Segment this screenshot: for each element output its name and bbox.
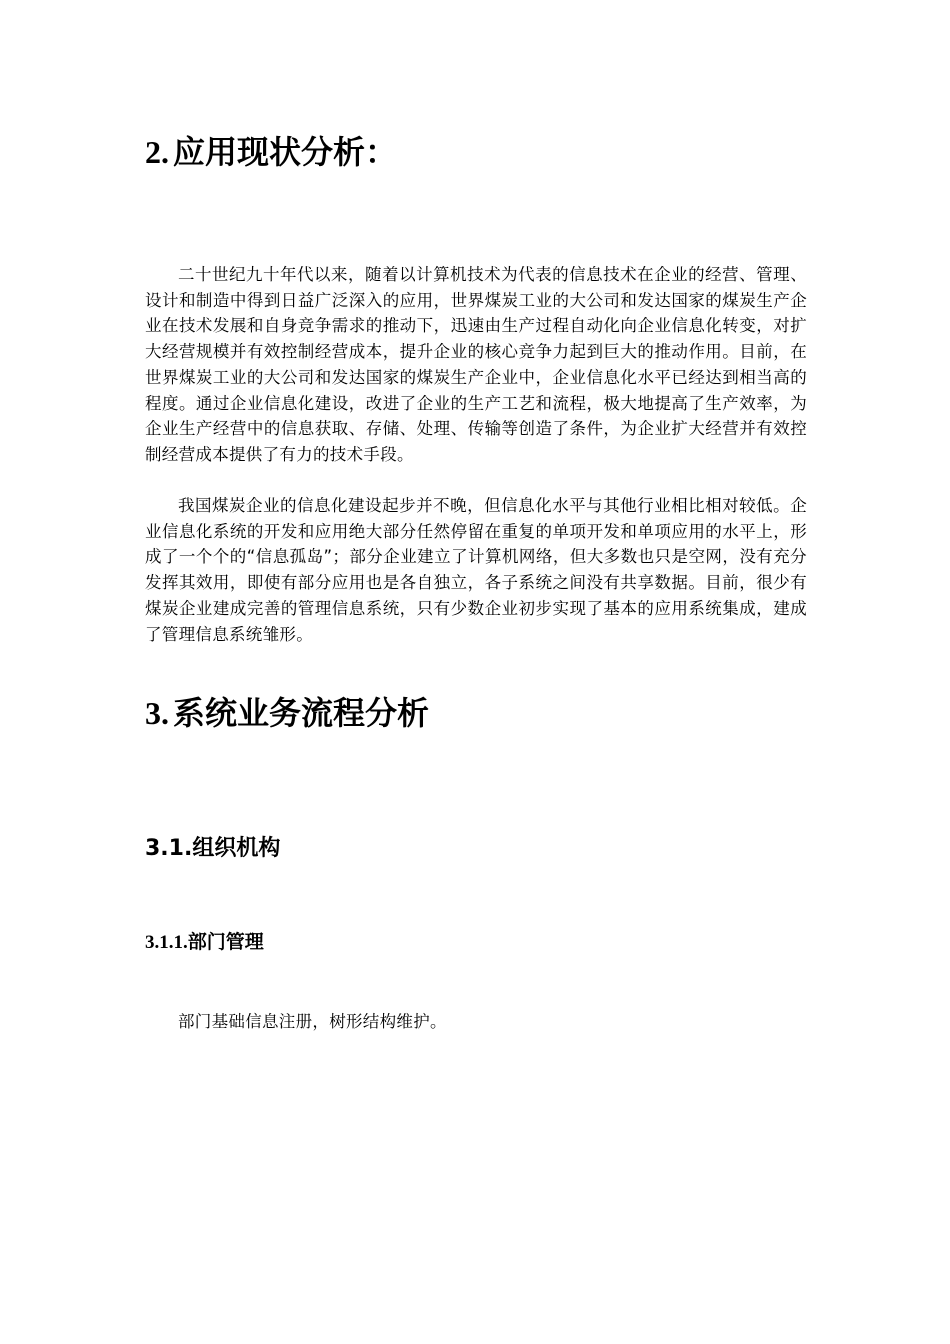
- section-3-title: 系统业务流程分析: [173, 694, 430, 732]
- section-2-paragraph-2: 我国煤炭企业的信息化建设起步并不晚，但信息化水平与其他行业相比相对较低。企业信息化系统的开发和应用绝大部分任然停留在重复的单项开发和单项应用的水平上，形成了一个个的“信息孤岛”；部分企业建立了计算机网络，但大多数也只是空网，没有充分发挥其效用，即使有部分应用也是各自独立，各子系统之间没有共享数据。目前，很少有煤炭企业建成完善的管理信息系统，只有少数企业初步实现了基本的应用系统集成，建成了管理信息系统雏形。: [145, 496, 807, 644]
- section-3-number: 3.: [145, 695, 169, 731]
- section-3-1-1-title: 部门管理: [187, 931, 264, 953]
- section-2-paragraph-1: 二十世纪九十年代以来，随着以计算机技术为代表的信息技术在企业的经营、管理、设计和制造中得到日益广泛深入的应用，世界煤炭工业的大公司和发达国家的煤炭生产企业在技术发展和自身竞争需求的推动下，迅速由生产过程自动化向企业信息化转变，对扩大经营规模并有效控制经营成本，提升企业的核心竞争力起到巨大的推动作用。目前，在世界煤炭工业的大公司和发达国家的煤炭生产企业中，企业信息化水平已经达到相当高的程度。通过企业信息化建设，改进了企业的生产工艺和流程，极大地提高了生产效率，为企业生产经营中的信息获取、存储、处理、传输等创造了条件，为企业扩大经营并有效控制经营成本提供了有力的技术手段。: [145, 265, 807, 464]
- section-2-title: 应用现状分析：: [173, 133, 398, 171]
- section-2-heading: [145, 132, 397, 172]
- section-3-heading: [145, 693, 429, 733]
- section-3-1-1-heading: [145, 929, 264, 956]
- section-3-1-heading: 3.1.组织机构: [145, 836, 281, 861]
- section-3-1-1-paragraph: 部门基础信息注册，树形结构维护。: [178, 1012, 447, 1031]
- section-3-1-1-number: 3.1.1.: [145, 932, 188, 953]
- section-2-number: 2.: [145, 134, 169, 170]
